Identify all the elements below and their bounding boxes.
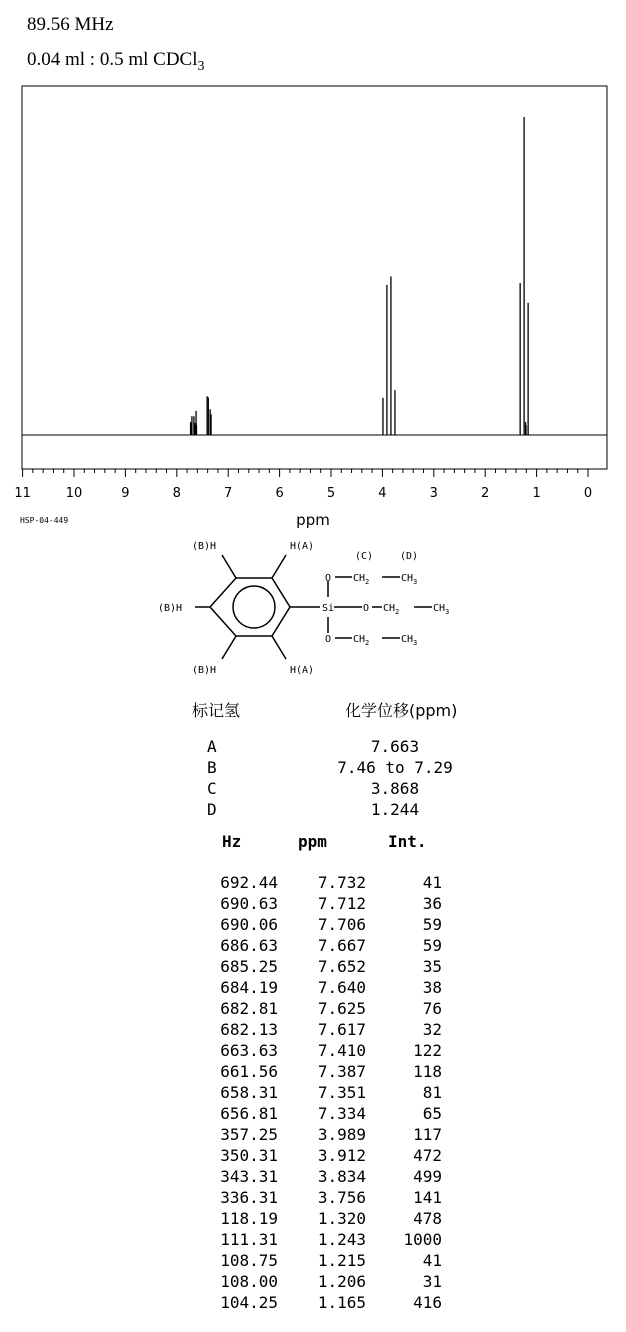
assignment-shift: 1.244 [370,800,420,819]
x-tick-label: 8 [172,486,181,501]
solvent-subscript: 3 [197,58,205,74]
peak-table-cell: 1000 [403,1230,442,1249]
peak-table-cell: 478 [413,1209,442,1228]
x-tick-label: 1 [532,486,541,501]
assignment-label: D [207,800,217,819]
peak-table-cell: 118 [413,1062,442,1081]
peak-table-cell: 59 [422,915,442,934]
spectrum-code: HSP-04-449 [20,516,69,525]
plot-frame [22,86,607,469]
peak-table-cell: 7.732 [317,873,366,892]
group-label-d: (D) [400,551,419,562]
peak-table-cell: 108.75 [220,1251,278,1270]
peak-table-cell: 104.25 [220,1293,278,1312]
atom-label-ha-top: H(A) [290,541,315,552]
atom-label-ch3-3: $CH_3$ [401,634,418,647]
peak-table-cell: 3.912 [317,1146,366,1165]
peak-table-cell: 357.25 [220,1125,278,1144]
peak-table-cell: 118.19 [220,1209,278,1228]
peak-table-cell: 661.56 [220,1062,278,1081]
x-tick-label: 9 [121,486,130,501]
bond [272,636,286,659]
assignment-header-label: 标记氢 [192,701,241,720]
atom-label-ch2-3: $CH_2$ [353,634,370,647]
peak-table-cell: 416 [413,1293,442,1312]
assignment-shift: 7.663 [370,737,420,756]
bond [272,555,286,578]
atom-label-hb-top: (B)H [192,541,217,552]
peak-table-cell: 3.756 [317,1188,366,1207]
peak-table-cell: 336.31 [220,1188,278,1207]
peak-table-cell: 1.215 [317,1251,366,1270]
peak-table-cell: 141 [413,1188,442,1207]
peak-table-cell: 690.63 [220,894,278,913]
atom-label-hb-bottom: (B)H [192,665,217,676]
assignment-shift: 3.868 [370,779,420,798]
nmr-spectrum-chart [0,0,626,540]
peak-table-cell: 685.25 [220,957,278,976]
atom-label-ch3-1: $CH_3$ [401,573,418,586]
peak-table-cell: 7.410 [317,1041,366,1060]
peak-table-cell: 682.13 [220,1020,278,1039]
peak-table-cell: 7.351 [317,1083,366,1102]
peak-table-cell: 31 [422,1272,442,1291]
peak-table-cell: 7.625 [317,999,366,1018]
assignment-label: C [207,779,217,798]
peak-table-cell: 59 [422,936,442,955]
peak-table-header: Int. [388,832,427,851]
peak-table-cell: 7.706 [317,915,366,934]
atom-label-hb-left: (B)H [158,603,183,614]
peak-table-cell: 472 [413,1146,442,1165]
x-tick-label: 0 [583,486,593,501]
bond [222,555,236,578]
peak-table-header: ppm [298,832,327,851]
x-axis-ticks [14,469,592,501]
peak-table-cell: 36 [422,894,442,913]
spectrometer-frequency: 89.56 MHz [27,14,114,35]
x-axis-label: ppm [296,511,330,529]
peak-table-cell: 122 [413,1041,442,1060]
x-tick-label: 11 [14,486,31,501]
assignment-label: A [207,737,217,756]
peak-table-cell: 76 [422,999,442,1018]
assignment-shift: 7.46 to 7.29 [337,758,453,777]
structure-diagram [150,535,470,680]
peak-table-cell: 1.165 [317,1293,366,1312]
peak-table-cell: 41 [422,873,442,892]
peak-table-cell: 7.334 [317,1104,366,1123]
x-tick-label: 6 [275,486,284,501]
peak-table-cell: 7.667 [317,936,366,955]
peak-table-cell: 684.19 [220,978,278,997]
peak-table-cell: 7.617 [317,1020,366,1039]
aromatic-circle [233,586,275,628]
solvent-text: 0.04 ml : 0.5 ml CDCl [27,49,198,70]
peak-table-header: Hz [222,832,242,851]
peak-table-cell: 7.387 [317,1062,366,1081]
assignment-label: B [207,758,217,777]
x-tick-label: 5 [326,486,336,501]
spectrum-peaks [191,117,529,435]
peak-table-cell: 38 [422,978,442,997]
peak-table-cell: 35 [422,957,442,976]
peak-table-cell: 111.31 [220,1230,278,1249]
x-tick-label: 10 [65,486,83,501]
x-tick-label: 2 [481,486,490,501]
atom-label-o1: O [325,573,332,584]
bond [222,636,236,659]
atom-label-ha-bottom: H(A) [290,665,315,676]
peak-table-cell: 65 [422,1104,442,1123]
peak-table-cell: 1.243 [317,1230,366,1249]
peak-table-cell: 81 [422,1083,442,1102]
peak-table-cell: 108.00 [220,1272,278,1291]
atom-label-o2: O [363,603,370,614]
peak-table-cell: 350.31 [220,1146,278,1165]
peak-table-cell: 7.652 [317,957,366,976]
atom-label-si: Si [322,603,335,614]
atom-label-ch2-2: $CH_2$ [383,603,400,616]
peak-table-cell: 3.989 [317,1125,366,1144]
peak-table-cell: 343.31 [220,1167,278,1186]
peak-table-cell: 7.640 [317,978,366,997]
peak-table-cell: 692.44 [220,873,278,892]
atom-label-o3: O [325,634,332,645]
peak-table-cell: 690.06 [220,915,278,934]
peak-table-cell: 686.63 [220,936,278,955]
peak-table-cell: 499 [413,1167,442,1186]
peak-table-cell: 682.81 [220,999,278,1018]
peak-table-cell: 656.81 [220,1104,278,1123]
atom-label-ch2-1: $CH_2$ [353,573,370,586]
assignment-header-shift: 化学位移(ppm) [345,701,458,720]
peak-table-cell: 3.834 [317,1167,366,1186]
peak-table-cell: 1.206 [317,1272,366,1291]
peak-table-cell: 1.320 [317,1209,366,1228]
peak-table-cell: 117 [413,1125,442,1144]
x-tick-label: 4 [378,486,387,501]
atom-label-ch3-2: $CH_3$ [433,603,450,616]
peak-table-cell: 32 [422,1020,442,1039]
x-tick-label: 7 [224,486,233,501]
peak-table-cell: 41 [422,1251,442,1270]
peak-table-cell: 663.63 [220,1041,278,1060]
peak-table-cell: 7.712 [317,894,366,913]
group-label-c: (C) [355,551,374,562]
x-tick-label: 3 [429,486,438,501]
peak-table-cell: 658.31 [220,1083,278,1102]
